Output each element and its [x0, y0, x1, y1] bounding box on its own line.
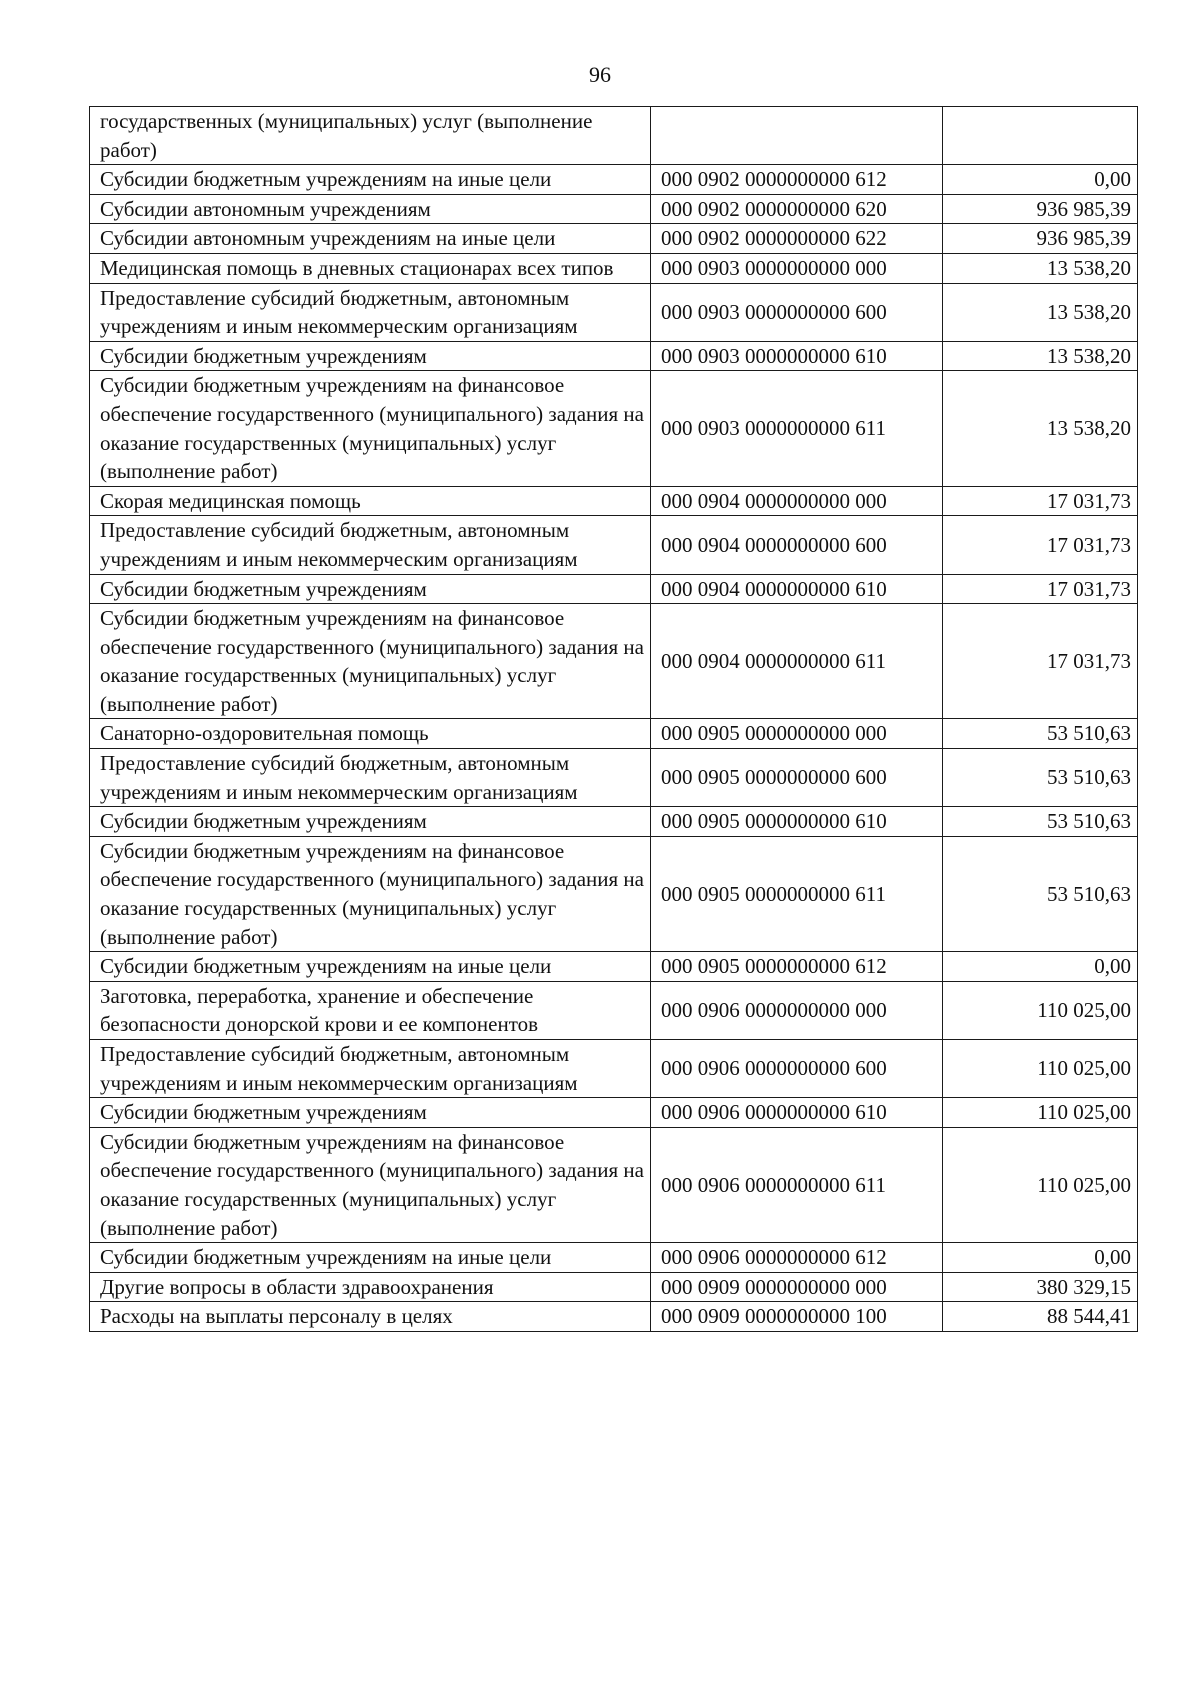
row-name: Санаторно-оздоровительная помощь [90, 719, 651, 749]
row-code: 000 0905 0000000000 610 [651, 807, 943, 837]
page-number: 96 [589, 62, 611, 87]
row-amount: 0,00 [943, 165, 1138, 195]
row-amount: 88 544,41 [943, 1302, 1138, 1332]
row-amount: 17 031,73 [943, 516, 1138, 574]
row-code: 000 0904 0000000000 000 [651, 486, 943, 516]
table-row [90, 486, 1138, 516]
row-code: 000 0903 0000000000 600 [651, 283, 943, 341]
row-code: 000 0903 0000000000 611 [651, 371, 943, 486]
table-row [90, 253, 1138, 283]
row-name: Предоставление субсидий бюджетным, автономным учреждениям и иным некоммерческим организациям [90, 749, 651, 807]
row-name: Субсидии бюджетным учреждениям на иные цели [90, 952, 651, 982]
table-row [90, 574, 1138, 604]
table-row [90, 952, 1138, 982]
row-name: Субсидии бюджетным учреждениям на финансовое обеспечение государственного (муниципального) задания на оказание государственных (муниципальных) услуг (выполнение работ) [90, 371, 651, 486]
table-row [90, 165, 1138, 195]
row-code: 000 0903 0000000000 610 [651, 341, 943, 371]
table-row [90, 194, 1138, 224]
row-code: 000 0902 0000000000 622 [651, 224, 943, 254]
row-name: Субсидии бюджетным учреждениям [90, 1098, 651, 1128]
row-name: Субсидии бюджетным учреждениям на финансовое обеспечение государственного (муниципального) задания на оказание государственных (муниципальных) услуг (выполнение работ) [90, 836, 651, 951]
table-row [90, 1243, 1138, 1273]
row-code: 000 0904 0000000000 610 [651, 574, 943, 604]
row-name: Предоставление субсидий бюджетным, автономным учреждениям и иным некоммерческим организациям [90, 516, 651, 574]
table-row [90, 224, 1138, 254]
row-amount: 13 538,20 [943, 283, 1138, 341]
table-row [90, 341, 1138, 371]
row-code: 000 0906 0000000000 612 [651, 1243, 943, 1273]
row-amount: 0,00 [943, 1243, 1138, 1273]
table-row [90, 719, 1138, 749]
table-row [90, 1098, 1138, 1128]
row-code: 000 0902 0000000000 620 [651, 194, 943, 224]
table-row [90, 1272, 1138, 1302]
row-name: Предоставление субсидий бюджетным, автономным учреждениям и иным некоммерческим организациям [90, 283, 651, 341]
table-row [90, 283, 1138, 341]
row-name: Субсидии бюджетным учреждениям [90, 341, 651, 371]
row-name: Субсидии бюджетным учреждениям на финансовое обеспечение государственного (муниципального) задания на оказание государственных (муниципальных) услуг (выполнение работ) [90, 1127, 651, 1242]
row-amount: 110 025,00 [943, 1098, 1138, 1128]
row-name: государственных (муниципальных) услуг (выполнение работ) [90, 107, 651, 165]
table-row [90, 371, 1138, 486]
row-amount: 936 985,39 [943, 194, 1138, 224]
row-name: Скорая медицинская помощь [90, 486, 651, 516]
table-row [90, 836, 1138, 951]
row-code: 000 0909 0000000000 000 [651, 1272, 943, 1302]
row-name: Расходы на выплаты персоналу в целях [90, 1302, 651, 1332]
row-code: 000 0906 0000000000 611 [651, 1127, 943, 1242]
row-name: Другие вопросы в области здравоохранения [90, 1272, 651, 1302]
row-code: 000 0906 0000000000 610 [651, 1098, 943, 1128]
budget-table [89, 106, 1138, 1332]
row-code: 000 0903 0000000000 000 [651, 253, 943, 283]
row-name: Субсидии бюджетным учреждениям на иные цели [90, 1243, 651, 1273]
row-name: Предоставление субсидий бюджетным, автономным учреждениям и иным некоммерческим организациям [90, 1040, 651, 1098]
table-row [90, 1127, 1138, 1242]
table-row [90, 807, 1138, 837]
row-amount: 13 538,20 [943, 371, 1138, 486]
row-name: Субсидии бюджетным учреждениям на финансовое обеспечение государственного (муниципального) задания на оказание государственных (муниципальных) услуг (выполнение работ) [90, 604, 651, 719]
row-amount: 0,00 [943, 952, 1138, 982]
table-row [90, 604, 1138, 719]
row-name: Субсидии автономным учреждениям [90, 194, 651, 224]
row-amount: 110 025,00 [943, 1127, 1138, 1242]
row-amount: 53 510,63 [943, 807, 1138, 837]
row-amount [943, 107, 1138, 165]
row-code: 000 0905 0000000000 600 [651, 749, 943, 807]
row-code [651, 107, 943, 165]
row-code: 000 0909 0000000000 100 [651, 1302, 943, 1332]
row-name: Заготовка, переработка, хранение и обеспечение безопасности донорской крови и ее компонентов [90, 981, 651, 1039]
row-code: 000 0905 0000000000 000 [651, 719, 943, 749]
row-amount: 53 510,63 [943, 836, 1138, 951]
row-amount: 17 031,73 [943, 486, 1138, 516]
row-name: Субсидии бюджетным учреждениям [90, 574, 651, 604]
row-amount: 110 025,00 [943, 1040, 1138, 1098]
table-row [90, 981, 1138, 1039]
table-row [90, 1040, 1138, 1098]
row-amount: 13 538,20 [943, 341, 1138, 371]
row-code: 000 0904 0000000000 611 [651, 604, 943, 719]
row-amount: 17 031,73 [943, 604, 1138, 719]
table-row [90, 1302, 1138, 1332]
row-code: 000 0904 0000000000 600 [651, 516, 943, 574]
row-code: 000 0906 0000000000 000 [651, 981, 943, 1039]
row-amount: 53 510,63 [943, 719, 1138, 749]
table-row [90, 749, 1138, 807]
row-name: Медицинская помощь в дневных стационарах всех типов [90, 253, 651, 283]
row-amount: 380 329,15 [943, 1272, 1138, 1302]
row-name: Субсидии бюджетным учреждениям на иные цели [90, 165, 651, 195]
row-name: Субсидии бюджетным учреждениям [90, 807, 651, 837]
row-code: 000 0905 0000000000 611 [651, 836, 943, 951]
row-amount: 53 510,63 [943, 749, 1138, 807]
row-amount: 110 025,00 [943, 981, 1138, 1039]
row-amount: 936 985,39 [943, 224, 1138, 254]
row-code: 000 0906 0000000000 600 [651, 1040, 943, 1098]
table-row [90, 107, 1138, 165]
row-amount: 17 031,73 [943, 574, 1138, 604]
row-name: Субсидии автономным учреждениям на иные цели [90, 224, 651, 254]
row-code: 000 0902 0000000000 612 [651, 165, 943, 195]
table-row [90, 516, 1138, 574]
row-amount: 13 538,20 [943, 253, 1138, 283]
row-code: 000 0905 0000000000 612 [651, 952, 943, 982]
